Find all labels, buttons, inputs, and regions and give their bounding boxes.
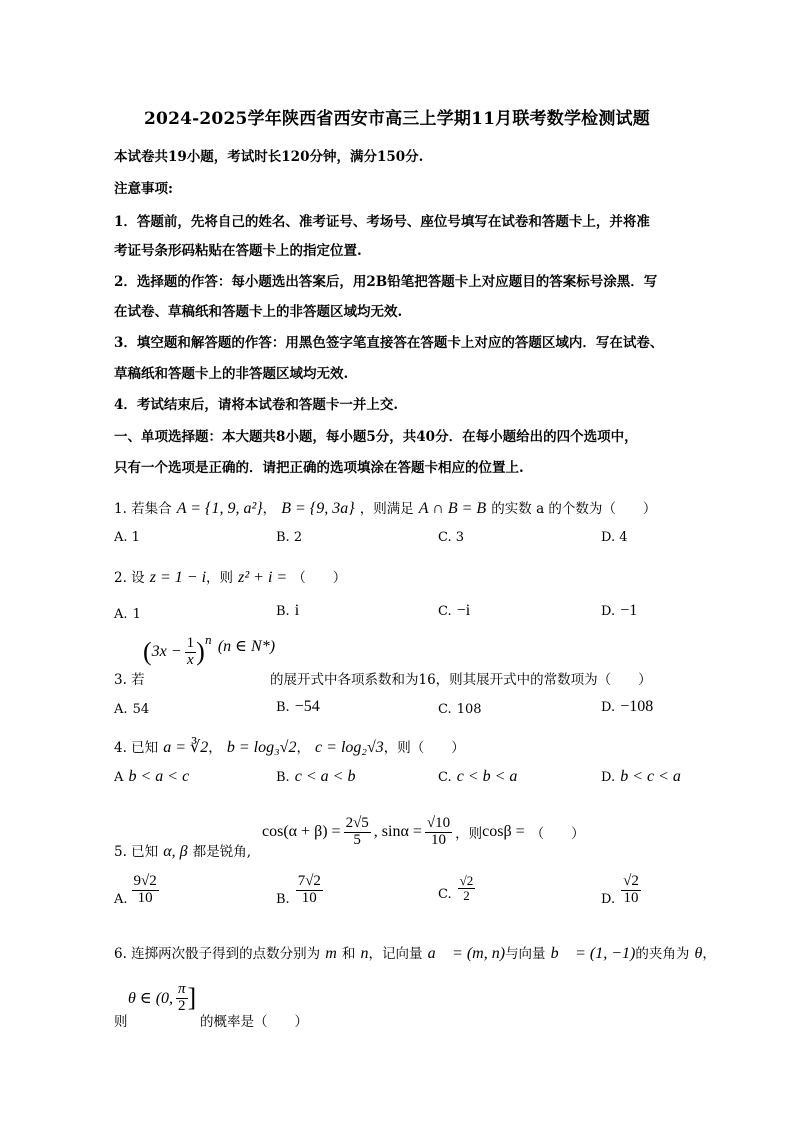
- q6-comma: ，: [702, 946, 716, 962]
- option-label: D.: [601, 770, 616, 785]
- option-value: c < a < b: [294, 768, 356, 785]
- q4-prefix: 4. 已知: [114, 740, 159, 756]
- q5-intro: [114, 840, 251, 861]
- q6-text: 与向量: [505, 946, 546, 962]
- q4-c: c = log₂√3: [315, 739, 384, 756]
- option-den: 2: [463, 887, 470, 903]
- option-label: A: [114, 770, 124, 785]
- q2-z: z = 1 − i: [149, 569, 207, 586]
- question-4: [114, 736, 465, 757]
- q5-suffix: （ ）: [530, 826, 585, 843]
- option-label: A.: [114, 607, 128, 622]
- q3-option-d: [601, 696, 653, 716]
- q5-cos-expr: cos(α + β) =: [262, 823, 341, 841]
- option-label: B.: [276, 604, 290, 619]
- q1-mid: ，则满足: [359, 501, 414, 517]
- q4-option-a: [114, 766, 189, 786]
- q6-pi-fraction: [176, 982, 188, 1015]
- option-value: −54: [294, 698, 320, 715]
- option-den: 10: [301, 889, 317, 906]
- option-label: D.: [601, 700, 616, 715]
- q5-option-d: [601, 874, 641, 907]
- q4-b: b = log₃√2: [226, 739, 297, 756]
- q5-vars: α, β: [163, 843, 188, 860]
- q1-condition: A ∩ B = B: [418, 500, 487, 517]
- question-2: [114, 566, 346, 587]
- page-title: 2024-2025学年陕西省西安市高三上学期11月联考数学检测试题: [144, 109, 650, 129]
- q5-cosb: cosβ =: [482, 823, 525, 841]
- option-num: √2: [459, 873, 474, 888]
- intro-text: 本试卷共19小题，考试时长120分钟，满分150分.: [114, 149, 424, 165]
- notice-line: 草稿纸和答题卡上的非答题区域均无效.: [114, 366, 349, 382]
- option-value: −108: [620, 698, 654, 715]
- q5-fraction-1: [344, 816, 371, 849]
- q6-bracket: ]: [187, 983, 197, 1013]
- notice-line: 2．选择题的作答：每小题选出答案后，用2B铅笔把答题卡上对应题目的答案标号涂黑．写: [114, 274, 658, 290]
- option-fraction: [132, 874, 159, 907]
- option-value: −1: [620, 602, 638, 619]
- q6-pi-den: 2: [178, 997, 186, 1014]
- option-fraction: [621, 874, 641, 907]
- q6-theta: θ: [694, 945, 703, 962]
- q1-set-b: B = {9, 3a}: [281, 500, 355, 517]
- q2-suffix: （ ）: [292, 570, 347, 586]
- option-den: 10: [623, 889, 639, 906]
- q6-text: ，记向量: [368, 946, 423, 962]
- q5-then: ，则: [455, 826, 483, 843]
- q5-fraction-2: [425, 816, 452, 849]
- q5-sin-expr: , sinα =: [373, 823, 422, 841]
- q6-cond: θ ∈ (0,: [128, 990, 174, 1008]
- option-den: 10: [137, 889, 153, 906]
- q4-suffix: ，则（ ）: [383, 740, 465, 756]
- q4-option-b: [276, 766, 355, 786]
- option-label: C.: [438, 887, 452, 903]
- q2-expr: z² + i =: [238, 569, 288, 586]
- q3-base: 3x −: [151, 643, 182, 661]
- q1-set-a: A = {1, 9, a²}: [176, 500, 263, 517]
- option-label: D.: [601, 604, 616, 619]
- q1-option-d: D. 4: [601, 530, 628, 545]
- question-6-line1: [114, 942, 716, 963]
- q4-a: a = ∛2: [163, 739, 209, 756]
- option-label: D.: [601, 891, 616, 907]
- q3-fraction: [185, 636, 197, 669]
- question-1: [114, 488, 656, 529]
- option-label: C.: [438, 770, 452, 785]
- notice-line: 1．答题前，先将自己的姓名、准考证号、考场号、座位号填写在试卷和答题卡上，并将准: [114, 214, 650, 230]
- q6-condition: [128, 982, 196, 1015]
- notice-line: 考证号条形码粘贴在答题卡上的指定位置.: [114, 243, 362, 259]
- option-label: C.: [438, 702, 452, 717]
- option-value: 54: [132, 702, 150, 717]
- q6-n: n: [360, 945, 369, 962]
- option-value: 108: [456, 702, 482, 717]
- option-label: C.: [438, 604, 452, 619]
- q4-option-c: [438, 766, 517, 786]
- option-label: B.: [276, 700, 290, 715]
- option-label: B.: [276, 770, 290, 785]
- q3-option-c: [438, 698, 482, 717]
- q5-mid: 都是锐角,: [192, 844, 252, 860]
- q3-expression: [143, 636, 275, 669]
- q2-mid: ，则: [206, 570, 234, 586]
- notice-line: 在试卷、草稿纸和答题卡上的非答题区域均无效.: [114, 304, 403, 320]
- notice-line: 3．填空题和解答题的作答：用黑色签字笔直接答在答题卡上对应的答题区域内．写在试卷、: [114, 335, 664, 351]
- q1-option-b: B. 2: [276, 530, 303, 545]
- q5-f1-num: 2√5: [345, 815, 369, 831]
- option-num: 7√2: [297, 873, 321, 889]
- q6-vector-a: a⃗ = (m, n): [427, 945, 506, 962]
- q1-option-c: C. 3: [438, 530, 465, 545]
- section-heading: 只有一个选项是正确的．请把正确的选项填涂在答题卡相应的位置上.: [114, 460, 524, 476]
- q4-option-d: [601, 766, 681, 786]
- q3-paren-open: (: [143, 637, 152, 667]
- q3-exponent: n: [204, 634, 212, 647]
- q3-option-b: [276, 696, 320, 716]
- q4-sep: ，: [296, 740, 310, 756]
- option-fraction: [296, 874, 323, 907]
- q6-suffix: 的概率是（ ）: [200, 1014, 308, 1030]
- notice-line: 4．考试结束后，请将本试卷和答题卡一并上交.: [114, 397, 399, 413]
- q6-vector-b: b⃗ = (1, −1): [550, 945, 636, 962]
- option-label: A.: [114, 702, 128, 717]
- q6-then: 则: [114, 1014, 128, 1030]
- option-fraction: [458, 874, 476, 902]
- option-label: B.: [276, 891, 290, 907]
- q5-option-c: [438, 874, 475, 902]
- notice-heading: 注意事项:: [114, 181, 173, 197]
- q6-pi-num: π: [178, 981, 186, 997]
- option-value: i: [294, 602, 300, 619]
- q2-option-b: [276, 600, 299, 620]
- option-value: b < a < c: [128, 768, 190, 785]
- q3-domain: (n ∈ N*): [217, 638, 276, 655]
- option-num: √2: [623, 873, 639, 889]
- q3-number: 3. 若: [114, 672, 145, 688]
- q5-f1-den: 5: [353, 831, 361, 848]
- option-label: A.: [114, 891, 128, 907]
- q3-option-a: [114, 698, 149, 717]
- q1-option-a: A. 1: [114, 530, 140, 545]
- q2-prefix: 2. 设: [114, 570, 145, 586]
- q1-prefix: 1. 若集合: [114, 501, 172, 517]
- option-value: −i: [456, 602, 471, 619]
- q3-suffix: 的展开式中各项系数和为16，则其展开式中的常数项为（ ）: [270, 672, 652, 688]
- q2-option-a: [114, 603, 141, 622]
- q2-option-c: [438, 600, 470, 620]
- q6-and: 和: [341, 946, 356, 962]
- section-heading: 一、单项选择题：本大题共8小题，每小题5分，共40分．在每小题给出的四个选项中，: [114, 429, 638, 445]
- q5-option-b: [276, 874, 323, 907]
- option-num: 9√2: [133, 873, 157, 889]
- option-value: c < b < a: [456, 768, 518, 785]
- q3-paren-close: ): [196, 637, 205, 667]
- q5-condition: [262, 816, 585, 849]
- q6-text: 的夹角为: [635, 946, 690, 962]
- q3-frac-num: 1: [186, 635, 195, 651]
- option-value: 1: [132, 607, 141, 622]
- q6-m: m: [325, 945, 337, 962]
- q5-option-a: [114, 874, 159, 907]
- q4-sep: ，: [208, 740, 222, 756]
- q5-f2-num: √10: [426, 815, 451, 831]
- q1-sep: ，: [262, 501, 277, 517]
- q2-option-d: [601, 600, 637, 620]
- q3-frac-den: x: [186, 651, 194, 668]
- q6-text: 6. 连掷两次骰子得到的点数分别为: [114, 946, 321, 962]
- q1-suffix: 的实数 a 的个数为（ ）: [491, 501, 657, 517]
- option-value: b < c < a: [620, 768, 681, 785]
- q5-f2-den: 10: [430, 831, 446, 848]
- q5-prefix: 5. 已知: [114, 844, 159, 860]
